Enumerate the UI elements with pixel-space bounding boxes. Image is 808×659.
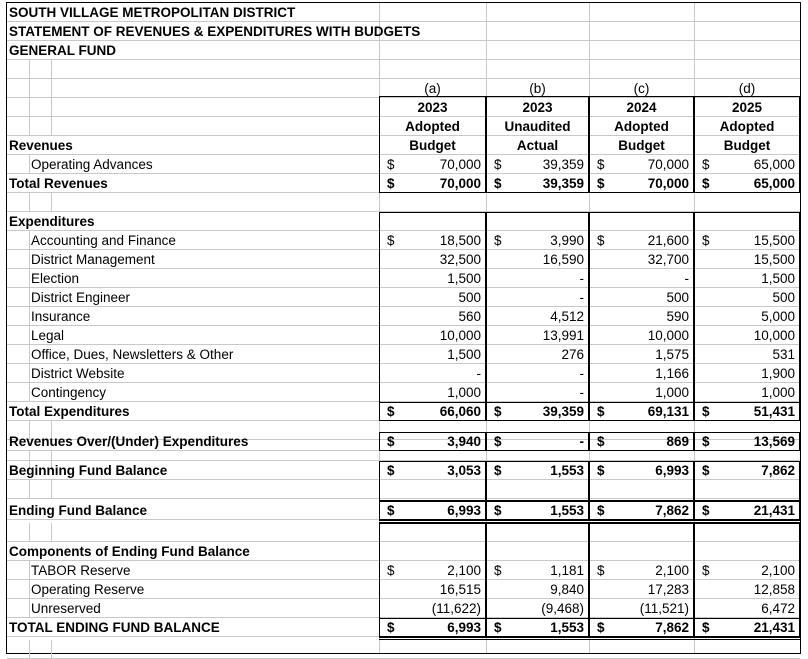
amount: 500 <box>772 290 795 305</box>
amount: 1,500 <box>447 271 481 286</box>
currency-symbol: $ <box>597 563 605 578</box>
expenditures-box <box>379 212 486 421</box>
amount: 21,431 <box>753 503 795 518</box>
gridline <box>51 193 52 212</box>
currency-symbol: $ <box>387 463 395 478</box>
blank-row <box>7 193 800 212</box>
amount: - <box>579 366 584 381</box>
amount: 39,359 <box>542 157 584 172</box>
currency-symbol: $ <box>494 434 502 449</box>
ending-box <box>589 501 694 520</box>
over-under-box <box>589 432 694 451</box>
amount: 3,990 <box>550 233 584 248</box>
title-row <box>7 41 800 60</box>
currency-symbol: $ <box>494 463 502 478</box>
section-revenues: Revenues <box>9 138 73 153</box>
amount: 16,515 <box>439 582 481 597</box>
amount: 32,700 <box>647 252 689 267</box>
currency-symbol: $ <box>494 563 502 578</box>
amount: 1,000 <box>447 385 481 400</box>
currency-symbol: $ <box>702 434 710 449</box>
gridline <box>29 231 30 250</box>
amount: 39,359 <box>542 404 584 419</box>
section-components: Components of Ending Fund Balance <box>9 544 250 559</box>
line-item-label: Election <box>31 271 80 286</box>
currency-symbol: $ <box>597 404 605 419</box>
expenditures-box <box>694 212 800 421</box>
amount: 32,500 <box>439 252 481 267</box>
amount: - <box>476 366 481 381</box>
amount: 4,512 <box>550 309 584 324</box>
total-box <box>694 618 800 637</box>
total-box <box>589 402 694 421</box>
gridline <box>29 364 30 383</box>
amount: 13,569 <box>753 434 795 449</box>
line-item-label: District Engineer <box>31 290 131 305</box>
column-letter: (b) <box>529 81 546 96</box>
amount: 531 <box>772 347 795 362</box>
gridline <box>51 98 52 117</box>
blank-row <box>7 451 800 461</box>
amount: 10,000 <box>439 328 481 343</box>
title-district: SOUTH VILLAGE METROPOLITAN DISTRICT <box>9 5 296 20</box>
expenditures-box <box>589 212 694 421</box>
gridline <box>51 79 52 98</box>
beginning-box <box>589 461 694 501</box>
amount: 1,500 <box>447 347 481 362</box>
section-expenditures: Expenditures <box>9 214 95 229</box>
currency-symbol: $ <box>597 157 605 172</box>
amount: 7,862 <box>655 620 689 635</box>
amount: 69,131 <box>647 404 689 419</box>
header-box <box>379 96 486 193</box>
amount: 12,858 <box>753 582 795 597</box>
beginning-box <box>379 461 486 501</box>
title-statement: STATEMENT OF REVENUES & EXPENDITURES WITH BUDGETS <box>9 24 421 39</box>
amount: 10,000 <box>647 328 689 343</box>
column-header-line2: Adopted <box>614 119 669 134</box>
currency-symbol: $ <box>702 233 710 248</box>
amount: 65,000 <box>753 176 795 191</box>
column-header-line3: Actual <box>516 138 559 153</box>
gridline <box>29 60 30 79</box>
amount: - <box>579 290 584 305</box>
ending-box <box>694 501 800 520</box>
currency-symbol: $ <box>494 620 502 635</box>
gridline <box>29 250 30 269</box>
amount: 5,000 <box>761 309 795 324</box>
amount: 1,900 <box>761 366 795 381</box>
total-box <box>694 402 800 421</box>
amount: 560 <box>458 309 481 324</box>
amount: 3,940 <box>447 434 481 449</box>
amount: 2,100 <box>655 563 689 578</box>
line-item-label: District Management <box>31 252 155 267</box>
expenditures-box <box>486 212 589 421</box>
amount: 1,000 <box>655 385 689 400</box>
column-header-year: 2025 <box>731 100 763 115</box>
line-item-label: Operating Reserve <box>31 582 145 597</box>
column-header-year: 2023 <box>417 100 448 115</box>
gridline <box>29 326 30 345</box>
currency-symbol: $ <box>387 434 395 449</box>
amount: - <box>579 434 584 449</box>
currency-symbol: $ <box>702 157 710 172</box>
currency-symbol: $ <box>597 233 605 248</box>
gridline <box>29 79 30 98</box>
title-row <box>7 3 800 22</box>
amount: 1,575 <box>655 347 689 362</box>
ending-balance-label: Ending Fund Balance <box>9 503 148 518</box>
gridline <box>29 193 30 212</box>
gridline <box>29 155 30 174</box>
total-box <box>379 618 486 637</box>
amount: 65,000 <box>753 157 795 172</box>
line-item-label: District Website <box>31 366 125 381</box>
currency-symbol: $ <box>597 503 605 518</box>
currency-symbol: $ <box>597 176 605 191</box>
amount: - <box>579 385 584 400</box>
amount: (11,622) <box>431 601 481 616</box>
amount: 500 <box>666 290 689 305</box>
currency-symbol: $ <box>494 157 502 172</box>
currency-symbol: $ <box>597 434 605 449</box>
over-under-box <box>379 432 486 451</box>
total-box <box>486 618 589 637</box>
amount: 1,553 <box>550 620 584 635</box>
gridline <box>29 345 30 364</box>
line-item-label: Legal <box>31 328 65 343</box>
spreadsheet <box>6 2 801 654</box>
column-letter: (a) <box>424 81 441 96</box>
amount: 1,553 <box>550 463 584 478</box>
amount: (9,468) <box>541 601 584 616</box>
gridline <box>29 307 30 326</box>
amount: 869 <box>666 434 689 449</box>
currency-symbol: $ <box>702 620 710 635</box>
currency-symbol: $ <box>597 463 605 478</box>
amount: 70,000 <box>647 176 689 191</box>
currency-symbol: $ <box>494 503 502 518</box>
amount: 6,993 <box>447 620 481 635</box>
total-box <box>589 618 694 637</box>
gridline <box>29 117 30 136</box>
currency-symbol: $ <box>387 563 395 578</box>
amount: (11,521) <box>639 601 689 616</box>
line-item-label: Operating Advances <box>31 157 153 172</box>
blank-row <box>7 640 800 659</box>
total-revenues-label: Total Revenues <box>9 176 108 191</box>
column-header-line3: Budget <box>723 138 771 153</box>
amount: 17,283 <box>647 582 689 597</box>
total-expenditures-label: Total Expenditures <box>9 404 130 419</box>
gridline <box>29 580 30 599</box>
gridline <box>29 383 30 402</box>
gridline <box>29 599 30 618</box>
column-header-line2: Adopted <box>405 119 460 134</box>
column-header-line3: Budget <box>409 138 456 153</box>
over-under-box <box>694 432 800 451</box>
header-box <box>486 96 589 193</box>
gridline <box>29 269 30 288</box>
title-row <box>7 22 800 41</box>
amount: 39,359 <box>542 176 584 191</box>
title-fund: GENERAL FUND <box>9 43 117 58</box>
line-item-label: Insurance <box>31 309 91 324</box>
currency-symbol: $ <box>387 620 395 635</box>
column-letter: (d) <box>738 81 756 96</box>
column-header-line3: Budget <box>618 138 665 153</box>
line-item-label: Office, Dues, Newsletters & Other <box>31 347 234 362</box>
amount: 21,431 <box>753 620 795 635</box>
amount: 15,500 <box>753 233 795 248</box>
header-box <box>694 96 800 193</box>
over-under-box <box>486 432 589 451</box>
ending-box <box>379 501 486 520</box>
column-header-year: 2024 <box>626 100 657 115</box>
currency-symbol: $ <box>702 563 710 578</box>
amount: 1,500 <box>761 271 795 286</box>
amount: 10,000 <box>753 328 795 343</box>
line-item-label: Contingency <box>31 385 107 400</box>
beginning-balance-label: Beginning Fund Balance <box>9 463 168 478</box>
ending-box <box>486 501 589 520</box>
amount: 1,000 <box>761 385 795 400</box>
amount: 500 <box>458 290 481 305</box>
column-header-line2: Adopted <box>719 119 775 134</box>
column-letter: (c) <box>633 81 650 96</box>
currency-symbol: $ <box>494 176 502 191</box>
amount: 6,993 <box>655 463 689 478</box>
currency-symbol: $ <box>387 157 395 172</box>
over-under-label: Revenues Over/(Under) Expenditures <box>9 434 249 449</box>
line-item-label: Accounting and Finance <box>31 233 176 248</box>
currency-symbol: $ <box>494 233 502 248</box>
amount: 590 <box>666 309 689 324</box>
currency-symbol: $ <box>702 463 710 478</box>
total-box <box>379 402 486 421</box>
column-header-line2: Unaudited <box>504 119 571 134</box>
currency-symbol: $ <box>494 404 502 419</box>
amount: - <box>684 271 689 286</box>
amount: 2,100 <box>447 563 481 578</box>
amount: 6,993 <box>447 503 481 518</box>
gridline <box>29 640 30 659</box>
amount: 70,000 <box>647 157 689 172</box>
amount: 70,000 <box>439 157 481 172</box>
currency-symbol: $ <box>387 404 395 419</box>
gridline <box>29 480 30 499</box>
amount: 3,053 <box>447 463 481 478</box>
amount: 18,500 <box>439 233 481 248</box>
currency-symbol: $ <box>702 503 710 518</box>
blank-row <box>7 60 800 79</box>
currency-symbol: $ <box>702 404 710 419</box>
amount: - <box>579 271 584 286</box>
currency-symbol: $ <box>387 233 395 248</box>
amount: 66,060 <box>439 404 481 419</box>
amount: 1,166 <box>655 366 689 381</box>
amount: 276 <box>561 347 584 362</box>
header-box <box>589 96 694 193</box>
amount: 1,181 <box>550 563 584 578</box>
gridline <box>51 523 52 542</box>
amount: 51,431 <box>753 404 795 419</box>
amount: 15,500 <box>753 252 795 267</box>
total-box <box>486 402 589 421</box>
amount: 21,600 <box>647 233 689 248</box>
amount: 6,472 <box>761 601 795 616</box>
column-header-year: 2023 <box>522 100 553 115</box>
gridline <box>51 117 52 136</box>
gridline <box>51 60 52 79</box>
line-item-label: TABOR Reserve <box>31 563 131 578</box>
gridline <box>29 561 30 580</box>
gridline <box>29 288 30 307</box>
amount: 7,862 <box>655 503 689 518</box>
gridline <box>29 523 30 542</box>
gridline <box>51 640 52 659</box>
gridline <box>51 480 52 499</box>
beginning-box <box>486 461 589 501</box>
amount: 7,862 <box>761 463 795 478</box>
amount: 2,100 <box>761 563 795 578</box>
amount: 16,590 <box>542 252 584 267</box>
line-item-label: Unreserved <box>31 601 101 616</box>
gridline <box>29 98 30 117</box>
amount: 1,553 <box>550 503 584 518</box>
currency-symbol: $ <box>702 176 710 191</box>
amount: 70,000 <box>439 176 481 191</box>
total-ending-balance-label: TOTAL ENDING FUND BALANCE <box>9 620 220 635</box>
currency-symbol: $ <box>387 503 395 518</box>
beginning-box <box>694 461 800 501</box>
amount: 9,840 <box>550 582 584 597</box>
currency-symbol: $ <box>597 620 605 635</box>
currency-symbol: $ <box>387 176 395 191</box>
amount: 13,991 <box>542 328 584 343</box>
